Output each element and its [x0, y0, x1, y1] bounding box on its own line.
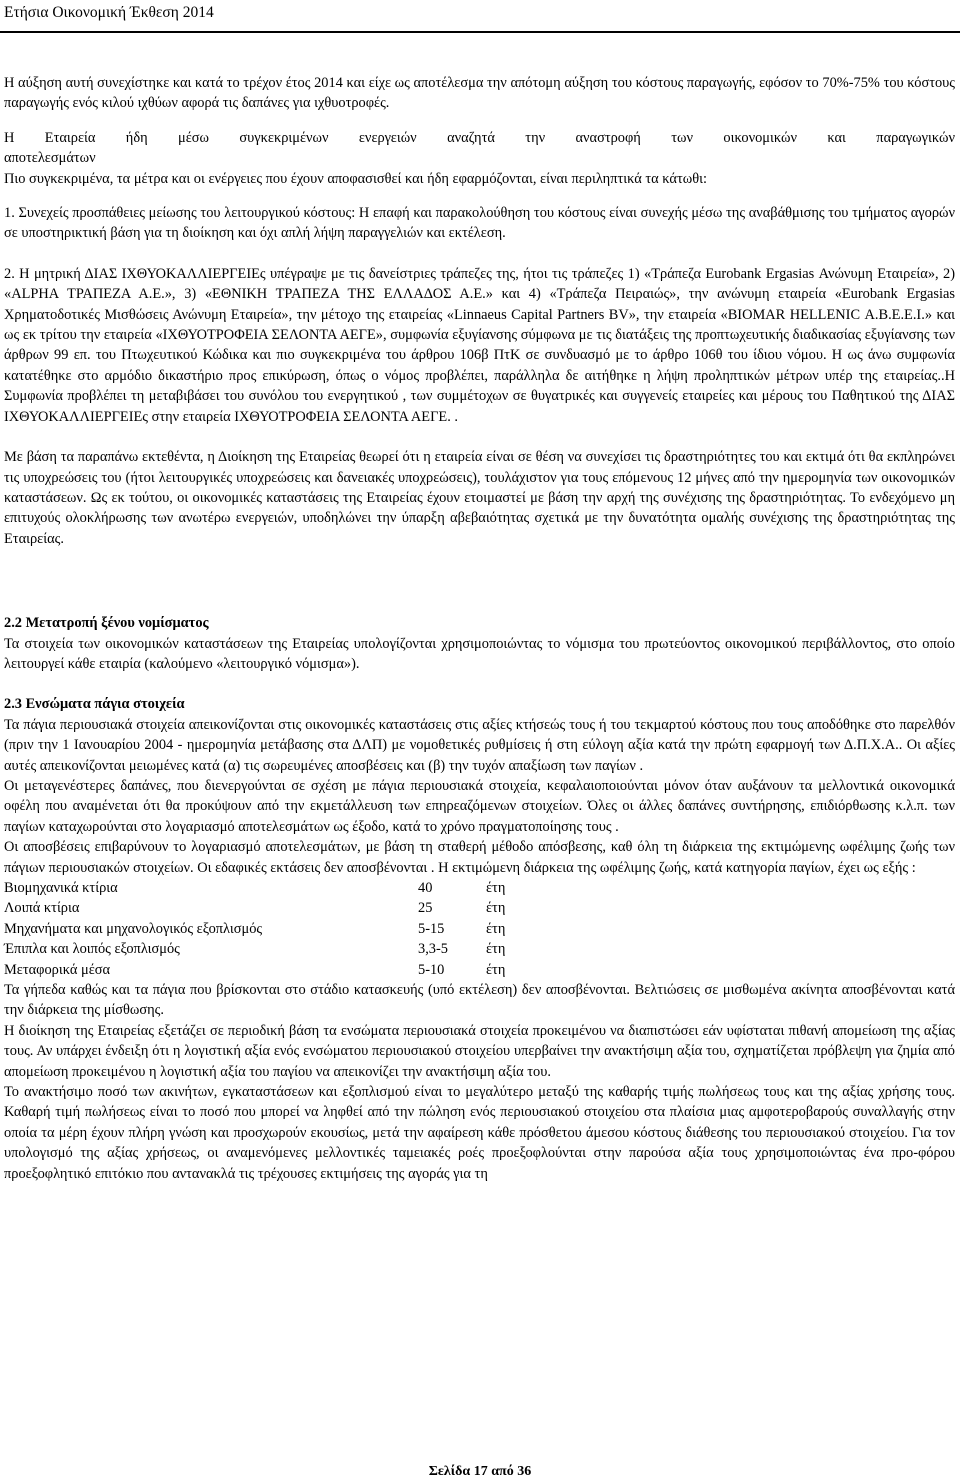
company-actions-paragraph	[4, 128, 955, 169]
table-row	[4, 939, 505, 959]
spacer	[4, 244, 955, 264]
useful-life-category: Μεταφορικά μέσα	[4, 961, 111, 978]
measures-paragraph: Πιο συγκεκριμένα, τα μέτρα και οι ενέργειες που έχουν αποφασισθεί και ήδη εφαρμόζονται, είναι περιληπτικά τα κάτωθι:	[4, 170, 707, 187]
useful-life-years: 5-15	[418, 920, 445, 937]
spacer	[4, 549, 955, 613]
useful-life-category: Βιομηχανικά κτίρια	[4, 880, 118, 896]
table-row	[4, 878, 505, 898]
useful-life-unit: έτη	[486, 961, 506, 978]
page-content	[4, 73, 955, 1184]
company-actions-line-2: αποτελεσμάτων	[4, 150, 96, 167]
header-divider	[0, 31, 960, 33]
useful-life-table	[4, 878, 505, 980]
section-2-3-paragraph-4: Τα γήπεδα καθώς και τα πάγια που βρίσκονται στο στάδιο κατασκευής (υπό εκτέλεση) δεν αποσβένονται. Βελτιώσεις σε μισθωμένα ακίνητα αποσβένονται κατά την διάρκεια της μίσθωσης.	[4, 982, 955, 1019]
going-concern-paragraph: Με βάση τα παραπάνω εκτεθέντα, η Διοίκηση της Εταιρείας θεωρεί ότι η εταιρεία είναι σε θέση να συνεχίσει τις δραστηριότητες του και εκτιμά ότι θα εκπληρώνει τις υποχρεώσεις του (ήτοι λειτουργικές υποχρεώσεις και δανειακές υποχρεώσεις), τουλάχιστον για τους επόμενους 12 μήνες από την ημερομηνία των οικονομικών καταστάσεων. Ως εκ τούτου, οι οικονομικές καταστάσεις της Εταιρείας έχουν ετοιμαστεί με βάση την αρχή της συνέχισης της δραστηριότητας. Το ενδεχόμενο μη επιτυχούς ολοκλήρωσης των ανωτέρω ενεργειών, υποδηλώνει την ύπαρξη αβεβαιότητας σχετικά με την δυνατότητα ομαλής συνέχισης της δραστηριότητας της Εταιρείας.	[4, 449, 955, 547]
useful-life-unit: έτη	[486, 900, 506, 917]
table-row	[4, 960, 505, 980]
measure-item-1: 1. Συνεχείς προσπάθειες μείωσης του λειτουργικού κόστους: Η επαφή και παρακολούθηση του κόστους είναι συνεχής μέσω της αναβάθμισης του τμήματος αγορών σε υποστηρικτική βάση για τη διοίκηση και όχι απλή λήψη παραγγελιών και εκτέλεση.	[4, 205, 955, 242]
useful-life-unit: έτη	[486, 941, 506, 958]
section-2-2-title: 2.2 Μετατροπή ξένου νομίσματος	[4, 615, 209, 632]
section-2-3-paragraph-1: Τα πάγια περιουσιακά στοιχεία απεικονίζονται στις οικονομικές καταστάσεις στις αξίες κτήσεώς τους ή του τεκμαρτού κόστους που τους αποδόθηκε στο παρελθόν (πριν την 1 Ιανουαρίου 2004 - ημερομηνία μετάβασης στα ΔΛΠ) με νομοθετικές ρυθμίσεις ή στη εύλογη αξία κατά την πρώτη εφαρμογή των Δ.Π.Χ.Α.. Οι αξίες αυτές απεικονίζονται μειωμένες κατά (α) τις σωρευμένες αποσβέσεις και (β) την τυχόν απαξίωση των παγίων .	[4, 716, 955, 774]
useful-life-years: 3,3-5	[418, 941, 448, 958]
intro-paragraph: Η αύξηση αυτή συνεχίστηκε και κατά το τρέχον έτος 2014 και είχε ως αποτέλεσμα την απότομη αύξηση του κόστους παραγωγής, εφόσον το 70%-75% του κόστους παραγωγής ενός κιλού ιχθύων αφορά τις δαπάνες για ιχθυοτροφές.	[4, 75, 955, 112]
useful-life-category: Μηχανήματα και μηχανολογικός εξοπλισμός	[4, 920, 263, 937]
company-actions-line-1: Η Εταιρεία ήδη μέσω συγκεκριμένων ενεργειών αναζητά την αναστροφή των οικονομικών και παραγωγικών	[4, 129, 955, 146]
section-2-3-paragraph-2: Οι μεταγενέστερες δαπάνες, που διενεργούνται σε σχέση με πάγια περιουσιακά στοιχεία, κεφαλαιοποιούνται μόνον όταν αυξάνουν τα μελλοντικά οικονομικά οφέλη που αναμένεται ότι θα προκύψουν από την εκμετάλλευση των επηρεαζόμενων στοιχείων. Όλες οι άλλες δαπάνες συντήρησης, επιδιόρθωσης κ.λ.π. των παγίων καταχωρούνται στο λογαριασμό αποτελεσμάτων ως έξοδο, κατά το χρόνο πραγματοποίησης τους .	[4, 777, 955, 835]
spacer	[4, 674, 955, 694]
table-row	[4, 919, 505, 939]
useful-life-category: Λοιπά κτίρια	[4, 900, 80, 917]
spacer	[4, 114, 955, 128]
useful-life-unit: έτη	[486, 920, 506, 937]
section-2-3-paragraph-3: Οι αποσβέσεις επιβαρύνουν το λογαριασμό αποτελεσμάτων, με βάση τη σταθερή μέθοδο απόσβεσης, καθ όλη τη διάρκεια της εκτιμώμενης ωφέλιμης ζωής των πάγιων περιουσιακών στοιχείων. Οι εδαφικές εκτάσεις δεν αποσβένονται . Η εκτιμώμενη διάρκεια της ωφέλιμης ζωής, κατά κατηγορία παγίων, έχει ως εξής :	[4, 839, 955, 876]
useful-life-years: 5-10	[418, 961, 445, 978]
table-row	[4, 898, 505, 918]
report-header-title: Ετήσια Οικονομική Έκθεση 2014	[4, 4, 214, 21]
measure-item-2: 2. Η μητρική ΔΙΑΣ ΙΧΘΥΟΚΑΛΛΙΕΡΓΕΙΕς υπέγραψε με τις δανείστριες τράπεζες της, ήτοι τις τράπεζες 1) «Τράπεζα Eurobank Ergasias Ανώνυμη Εταιρεία», 2) «ALPHA ΤΡΑΠΕΖΑ Α.Ε.», 3) «ΕΘΝΙΚΗ ΤΡΑΠΕΖΑ ΤΗΣ ΕΛΛΑΔΟΣ Α.Ε.» και 4) «Τράπεζα Πειραιώς», την ανώνυμη εταιρεία «Eurobank Ergasias Χρηματοδοτικές Μισθώσεις Ανώνυμη Εταιρεία», την μέτοχο της εταιρείας «Linnaeus Capital Partners BV», την εταιρεία «BIOMAR HELLENIC Α.Β.Ε.Ε.Ι.» και ως εκ τρίτου την εταιρεία «ΙΧΘΥΟΤΡΟΦΕΙΑ ΣΕΛΟΝΤΑ ΑΕΓΕ», συμφωνία εξυγίανσης σύμφωνα με τις διατάξεις της προπτωχευτικής διαδικασίας εξυγίανσης των άρθρων 99 επ. του Πτωχευτικού Κώδικα και πιο συγκεκριμένα του άρθρου 106β ΠτΚ σε συνδυασμό με το άρθρο 106θ του ίδιου νόμου. Η ως άνω συμφωνία κατατέθηκε στο αρμόδιο δικαστήριο προς επικύρωση, όπως ο νόμος προβλέπει, παράλληλα δε αιτήθηκε η λήψη προληπτικών μέτρων υπέρ της εταιρείας..Η Συμφωνία προβλέπει τη μεταβιβάσει του συνόλου του ενεργητικού , των συμμέτοχων σε θυγατρικές και συγγενείς εταιρείες και μέρους του Παθητικού της ΔΙΑΣ ΙΧΘΥΟΚΑΛΛΙΕΡΓΕΙΕς στην εταιρεία ΙΧΘΥΟΤΡΟΦΕΙΑ ΣΕΛΟΝΤΑ ΑΕΓΕ. .	[4, 265, 955, 425]
useful-life-unit: έτη	[486, 880, 506, 896]
section-2-3-paragraph-6: Το ανακτήσιμο ποσό των ακινήτων, εγκαταστάσεων και εξοπλισμού είναι το μεγαλύτερο μεταξύ της καθαρής τιμής πωλήσεως τους και της αξίας χρήσης τους. Καθαρή τιμή πωλήσεως είναι το ποσό που μπορεί να ληφθεί από την πώληση ενός περιουσιακού στοιχείου στα πλαίσια μιας αμφοτεροβαρούς συναλλαγής στην οποία τα μέρη έχουν πλήρη γνώση και προσχωρούν εκουσίως, μετά την αφαίρεση κάθε πρόσθετου άμεσου κόστους διάθεσης του περιουσιακού στοιχείου. Για τον υπολογισμό της αξίας χρήσεως, οι αναμενόμενες μελλοντικές ταμειακές ροές προεξοφλούνται στην παρούσα αξία τους χρησιμοποιώντας ένα προ-φόρου προεξοφλητικό επιτόκιο που αντανακλά τις τρέχουσες εκτιμήσεις της αγοράς για τη	[4, 1084, 955, 1182]
section-2-3-paragraph-5: Η διοίκηση της Εταιρείας εξετάζει σε περιοδική βάση τα ενσώματα περιουσιακά στοιχεία προκειμένου να διαπιστώσει εάν υφίσταται πιθανή απομείωση της αξίας τους. Αν υπάρχει ένδειξη ότι η λογιστική αξία ενός ενσώματου περιουσιακού στοιχείου υπερβαίνει την ανακτήσιμη αξία του, σχηματίζεται πρόβλεψη για ζημία από απομείωση προκειμένου η λογιστική αξία του παγίου να απεικονίζει την ανακτήσιμη αξία του.	[4, 1022, 955, 1080]
useful-life-years: 40	[418, 880, 433, 896]
spacer	[4, 427, 955, 447]
spacer	[4, 189, 955, 203]
section-2-2-text: Τα στοιχεία των οικονομικών καταστάσεων της Εταιρείας υπολογίζονται χρησιμοποιώντας το νόμισμα του πρωτεύοντος οικονομικού περιβάλλοντος, στο οποίο λειτουργεί κάθε εταιρία (καλούμενο «λειτουργικό νόμισμα»).	[4, 635, 955, 672]
useful-life-years: 25	[418, 900, 433, 917]
useful-life-category: Έπιπλα και λοιπός εξοπλισμός	[4, 941, 180, 958]
page-number-footer: Σελίδα 17 από 36	[428, 1464, 532, 1479]
section-2-3-title: 2.3 Ενσώματα πάγια στοιχεία	[4, 696, 185, 713]
